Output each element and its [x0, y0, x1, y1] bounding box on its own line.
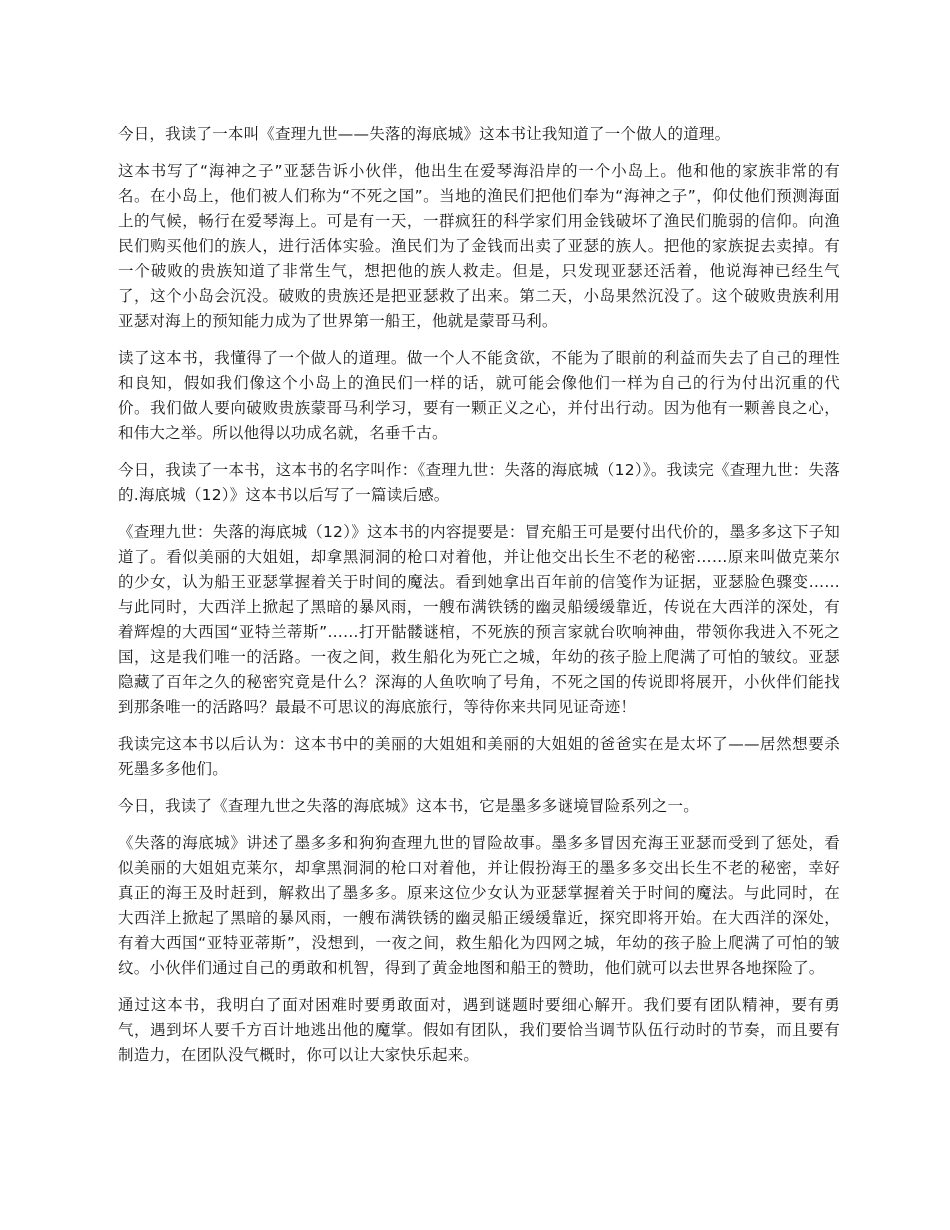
paragraph-6: 我读完这本书以后认为：这本书中的美丽的大姐姐和美丽的大姐姐的爸爸实在是太坏了——居然想要杀死墨多多他们。 [118, 735, 840, 778]
paragraph-1: 今日，我读了一本叫《查理九世——失落的海底城》这本书让我知道了一个做人的道理。 [118, 125, 731, 143]
paragraph-5: 《查理九世：失落的海底城（12）》这本书的内容提要是：冒充船王可是要付出代价的，墨多多这下子知道了。看似美丽的大姐姐，却拿黑洞洞的枪口对着他，并让他交出长生不老的秘密……原来叫做克莱尔的少女，认为船王亚瑟掌握着关于时间的魔法。看到她拿出百年前的信笺作为证据，亚瑟脸色骤变……与此同时，大西洋上掀起了黑暗的暴风雨，一艘布满铁锈的幽灵船缓缓靠近，传说在大西洋的深处，有着辉煌的大西国“亚特兰蒂斯”……打开骷髅谜棺，不死族的预言家就台吹响神曲，带领你我进入不死之国，这是我们唯一的活路。一夜之间，救生船化为死亡之城，年幼的孩子脸上爬满了可怕的皱纹。亚瑟隐藏了百年之久的秘密究竟是什么？深海的人鱼吹响了号角，不死之国的传说即将展开，小伙伴们能找到那条唯一的活路吗？最最不可思议的海底旅行，等待你来共同见证奇迹！ [118, 523, 840, 716]
document-body [118, 122, 840, 1080]
paragraph-7: 今日，我读了《查理九世之失落的海底城》这本书，它是墨多多谜境冒险系列之一。 [118, 797, 699, 815]
paragraph-3: 读了这本书，我懂得了一个做人的道理。做一个人不能贪欲，不能为了眼前的利益而失去了自己的理性和良知，假如我们像这个小岛上的渔民们一样的话，就可能会像他们一样为自己的行为付出沉重的代价。我们做人要向破败贵族蒙哥马利学习，要有一颗正义之心，并付出行动。因为他有一颗善良之心，和伟大之举。所以他得以功成名就，名垂千古。 [118, 349, 840, 442]
paragraph-8: 《失落的海底城》讲述了墨多多和狗狗查理九世的冒险故事。墨多多冒因充海王亚瑟而受到了惩处，看似美丽的大姐姐克莱尔，却拿黑洞洞的枪口对着他，并让假扮海王的墨多多交出长生不老的秘密，幸好真正的海王及时赶到，解救出了墨多多。原来这位少女认为亚瑟掌握着关于时间的魔法。与此同时，在大西洋上掀起了黑暗的暴风雨，一艘布满铁锈的幽灵船正缓缓靠近，探究即将开始。在大西洋的深处，有着大西国“亚特亚蒂斯”，没想到，一夜之间，救生船化为四网之城，年幼的孩子脸上爬满了可怕的皱纹。小伙伴们通过自己的勇敢和机智，得到了黄金地图和船王的赞助，他们就可以去世界各地探险了。 [118, 834, 840, 977]
paragraph-9: 通过这本书，我明白了面对困难时要勇敢面对，遇到谜题时要细心解开。我们要有团队精神，要有勇气，遇到坏人要千方百计地逃出他的魔掌。假如有团队，我们要恰当调节队伍行动时的节奏，而且要有制造力，在团队没气概时，你可以让大家快乐起来。 [118, 996, 840, 1064]
paragraph-2: 这本书写了“海神之子”亚瑟告诉小伙伴，他出生在爱琴海沿岸的一个小岛上。他和他的家族非常的有名。在小岛上，他们被人们称为“不死之国”。当地的渔民们把他们奉为“海神之子”，仰仗他们预测海面上的气候，畅行在爱琴海上。可是有一天，一群疯狂的科学家们用金钱破坏了渔民们脆弱的信仰。向渔民们购买他们的族人，进行活体实验。渔民们为了金钱而出卖了亚瑟的族人。把他的家族捉去卖掉。有一个破败的贵族知道了非常生气，想把他的族人救走。但是，只发现亚瑟还活着，他说海神已经生气了，这个小岛会沉没。破败的贵族还是把亚瑟救了出来。第二天，小岛果然沉没了。这个破败贵族利用亚瑟对海上的预知能力成为了世界第一船王，他就是蒙哥马利。 [118, 162, 840, 330]
paragraph-4: 今日，我读了一本书，这本书的名字叫作：《查理九世：失落的海底城（12）》。我读完《查理九世：失落的.海底城（12）》这本书以后写了一篇读后感。 [118, 461, 840, 504]
